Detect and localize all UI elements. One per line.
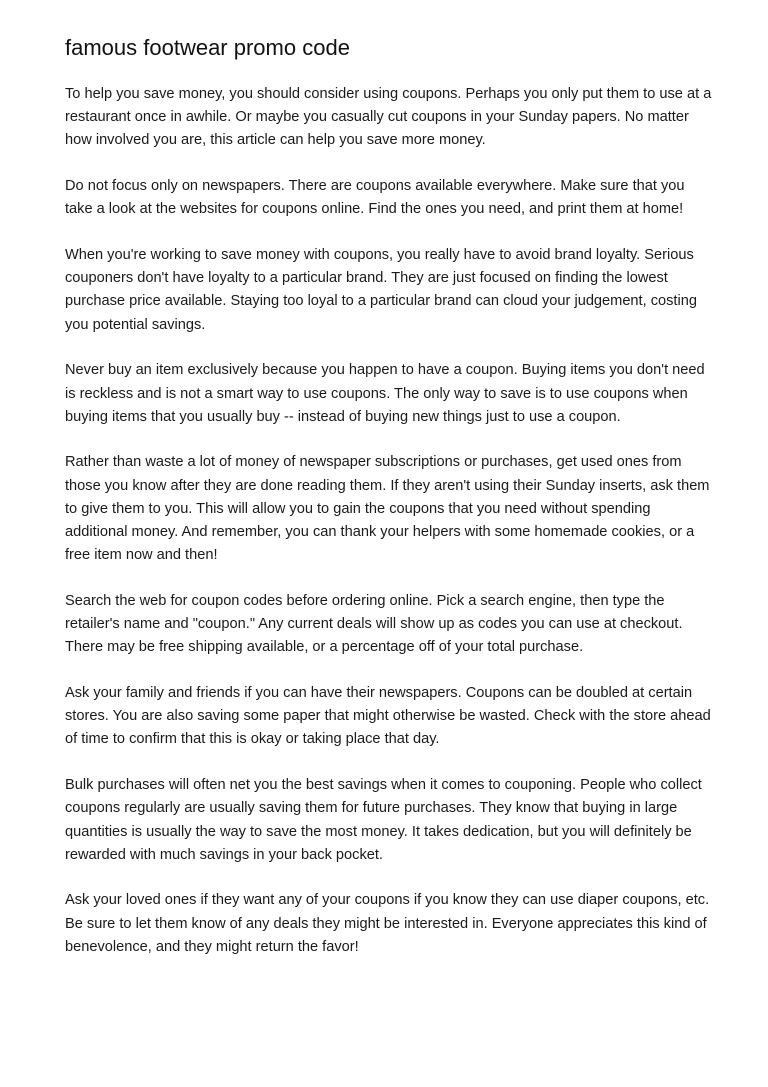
paragraph-5: Rather than waste a lot of money of newspaper subscriptions or purchases, get used ones from those you know after they are done reading them. If they aren't using their Sunday inserts, ask them to give them to you. This will allow you to gain the coupons that you need without spending additional money. And remember, you can thank your helpers with some homemade cookies, or a free item now and then! bbox=[65, 454, 710, 564]
page-title: famous footwear promo code bbox=[65, 35, 350, 60]
paragraph-3: When you're working to save money with coupons, you really have to avoid brand loyalty. Serious couponers don't have loyalty to a particular brand. They are just focused on finding the lowest purchase price available. Staying too loyal to a particular brand can cloud your judgement, costing you potential savings. bbox=[65, 247, 697, 333]
paragraph-6: Search the web for coupon codes before ordering online. Pick a search engine, then type the retailer's name and "coupon." Any current deals will show up as codes you can use at checkout. There may be free shipping available, or a percentage off of your total purchase. bbox=[65, 592, 683, 656]
paragraph-1: To help you save money, you should consider using coupons. Perhaps you only put them to use at a restaurant once in awhile. Or maybe you casually cut coupons in your Sunday papers. No matter how involved you are, this article can help you save more money. bbox=[65, 86, 712, 149]
paragraph-4: Never buy an item exclusively because you happen to have a coupon. Buying items you don't need is reckless and is not a smart way to use coupons. The only way to save is to use coupons when buying items that you usually buy -- instead of buying new things just to use a coupon. bbox=[65, 362, 705, 425]
paragraph-8: Bulk purchases will often net you the best savings when it comes to couponing. People who collect coupons regularly are usually saving them for future purchases. They know that buying in large quantities is usually the way to save the most money. It takes dedication, but you will definitely be rewarded with much savings in your back pocket. bbox=[65, 777, 702, 863]
paragraph-7: Ask your family and friends if you can have their newspapers. Coupons can be doubled at certain stores. You are also saving some paper that might otherwise be wasted. Check with the store ahead of time to confirm that this is okay or taking place that day. bbox=[65, 685, 711, 748]
document-page bbox=[65, 34, 715, 982]
paragraph-9: Ask your loved ones if they want any of your coupons if you know they can use diaper coupons, etc. Be sure to let them know of any deals they might be interested in. Everyone appreciates this kind of benevolence, and they might return the favor! bbox=[65, 892, 710, 955]
paragraph-2: Do not focus only on newspapers. There are coupons available everywhere. Make sure that you take a look at the websites for coupons online. Find the ones you need, and print them at home! bbox=[65, 178, 685, 218]
